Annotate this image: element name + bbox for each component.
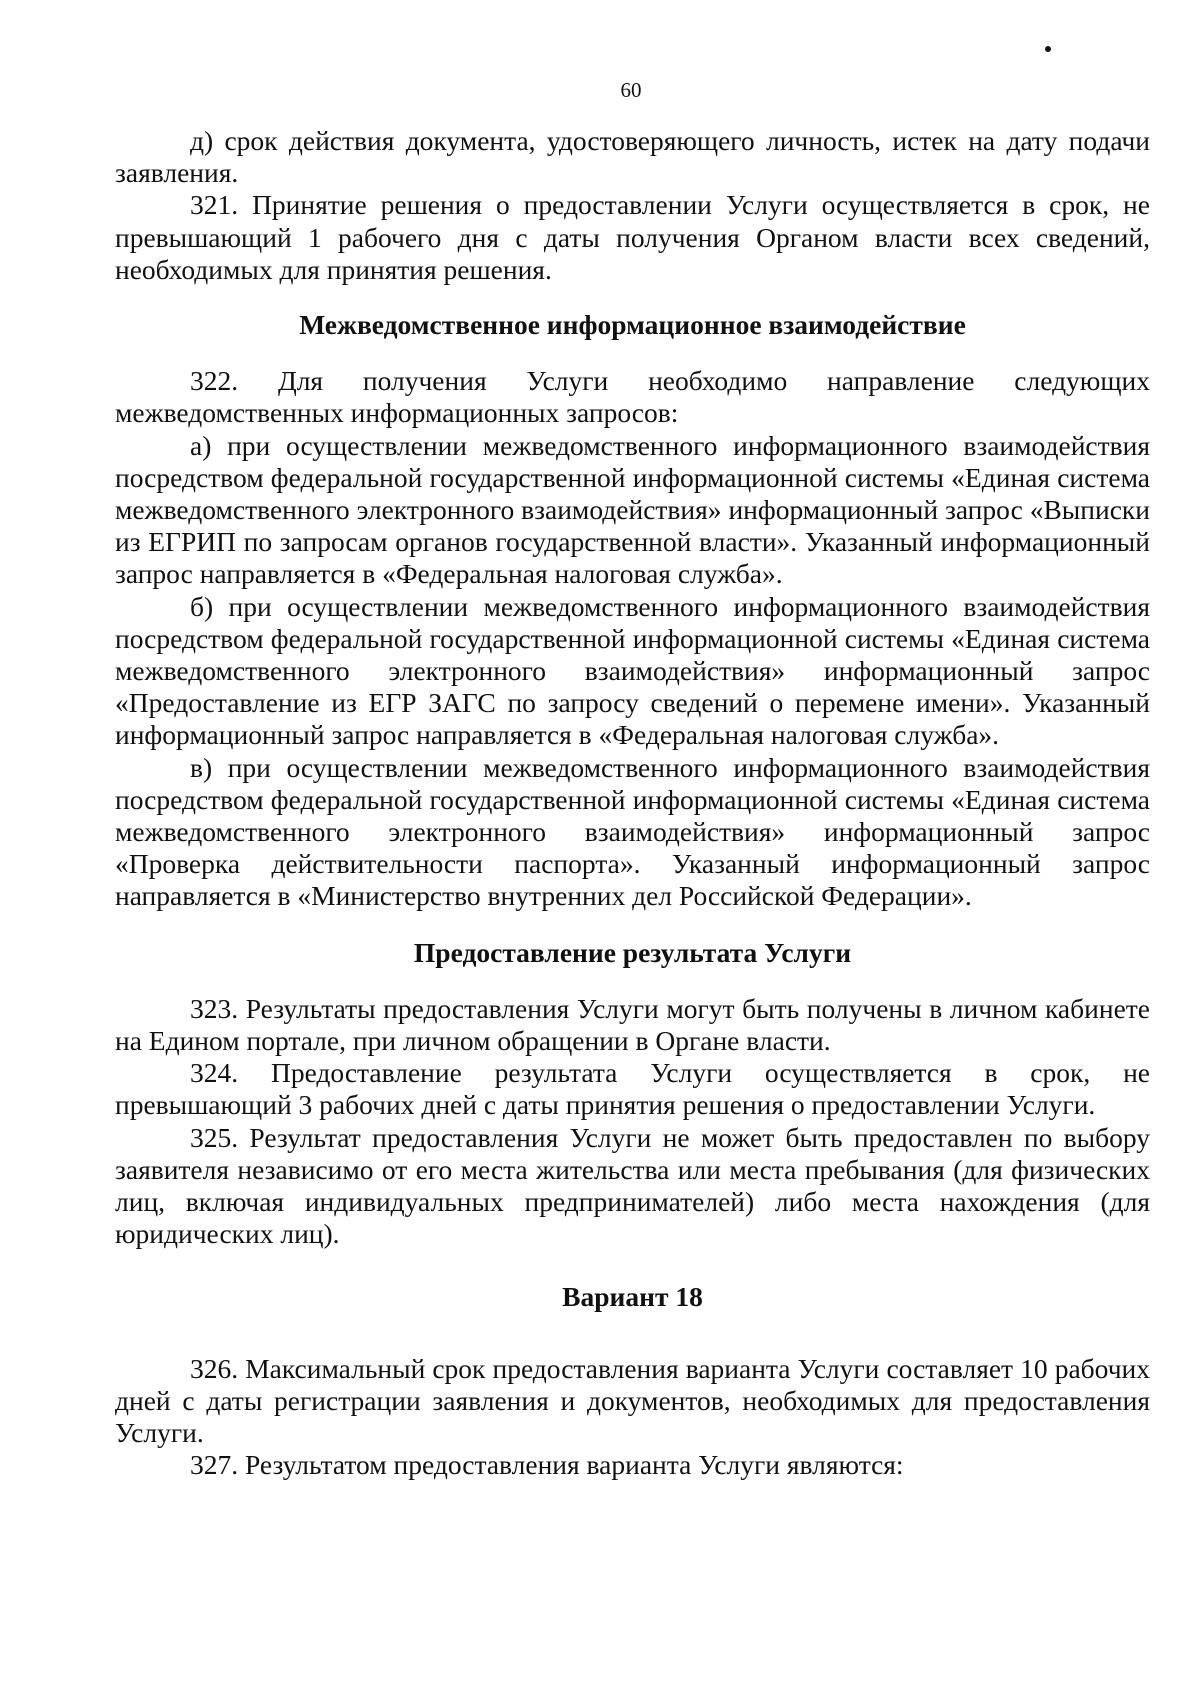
paragraph-322-b: б) при осуществлении межведомственного информационного взаимодействия посредством федеральной государственной информационной системы «Единая система межведомственного электронного взаимодействия» информационный запрос «Предоставление из ЕГР ЗАГС по запросу сведений о перемене имени». Указанный информационный запрос направляется в «Федеральная налоговая служба». [115, 590, 1150, 751]
paragraph-322-v: в) при осуществлении межведомственного информационного взаимодействия посредством федеральной государственной информационной системы «Единая система межведомственного электронного взаимодействия» информационный запрос «Проверка действительности паспорта». Указанный информационный запрос направляется в «Министерство внутренних дел Российской Федерации». [115, 751, 1150, 912]
paragraph-d-continuation: д) срок действия документа, удостоверяющего личность, истек на дату подачи заявления. [115, 125, 1150, 189]
section-heading-variant: Вариант 18 [562, 1280, 703, 1312]
document-body [115, 125, 1150, 1482]
page-number: 60 [620, 78, 642, 102]
paragraph-322: 322. Для получения Услуги необходимо направление следующих межведомственных информационных запросов: [115, 365, 1150, 429]
section-heading-result: Предоставление результата Услуги [413, 936, 852, 968]
paragraph-327: 327. Результатом предоставления варианта Услуги являются: [190, 1449, 904, 1481]
scan-mark [1045, 46, 1051, 52]
paragraph-324: 324. Предоставление результата Услуги осуществляется в срок, не превышающий 3 рабочих дней с даты принятия решения о предоставлении Услуги. [115, 1057, 1150, 1121]
paragraph-323: 323. Результаты предоставления Услуги могут быть получены в личном кабинете на Едином портале, при личном обращении в Органе власти. [115, 992, 1150, 1057]
paragraph-325: 325. Результат предоставления Услуги не может быть предоставлен по выбору заявителя независимо от его места жительства или места пребывания (для физических лиц, включая индивидуальных предпринимателей) либо места нахождения (для юридических лиц). [115, 1121, 1150, 1250]
paragraph-322-a: а) при осуществлении межведомственного информационного взаимодействия посредством федеральной государственной информационной системы «Единая система межведомственного электронного взаимодействия» информационный запрос «Выписки из ЕГРИП по запросам органов государственной власти». Указанный информационный запрос направляется в «Федеральная налоговая служба». [115, 429, 1150, 590]
paragraph-321: 321. Принятие решения о предоставлении Услуги осуществляется в срок, не превышающий 1 рабочего дня с даты получения Органом власти всех сведений, необходимых для принятия решения. [115, 189, 1150, 285]
paragraph-326: 326. Максимальный срок предоставления варианта Услуги составляет 10 рабочих дней с даты регистрации заявления и документов, необходимых для предоставления Услуги. [115, 1352, 1150, 1449]
section-heading-interagency: Межведомственное информационное взаимодействие [299, 309, 966, 341]
